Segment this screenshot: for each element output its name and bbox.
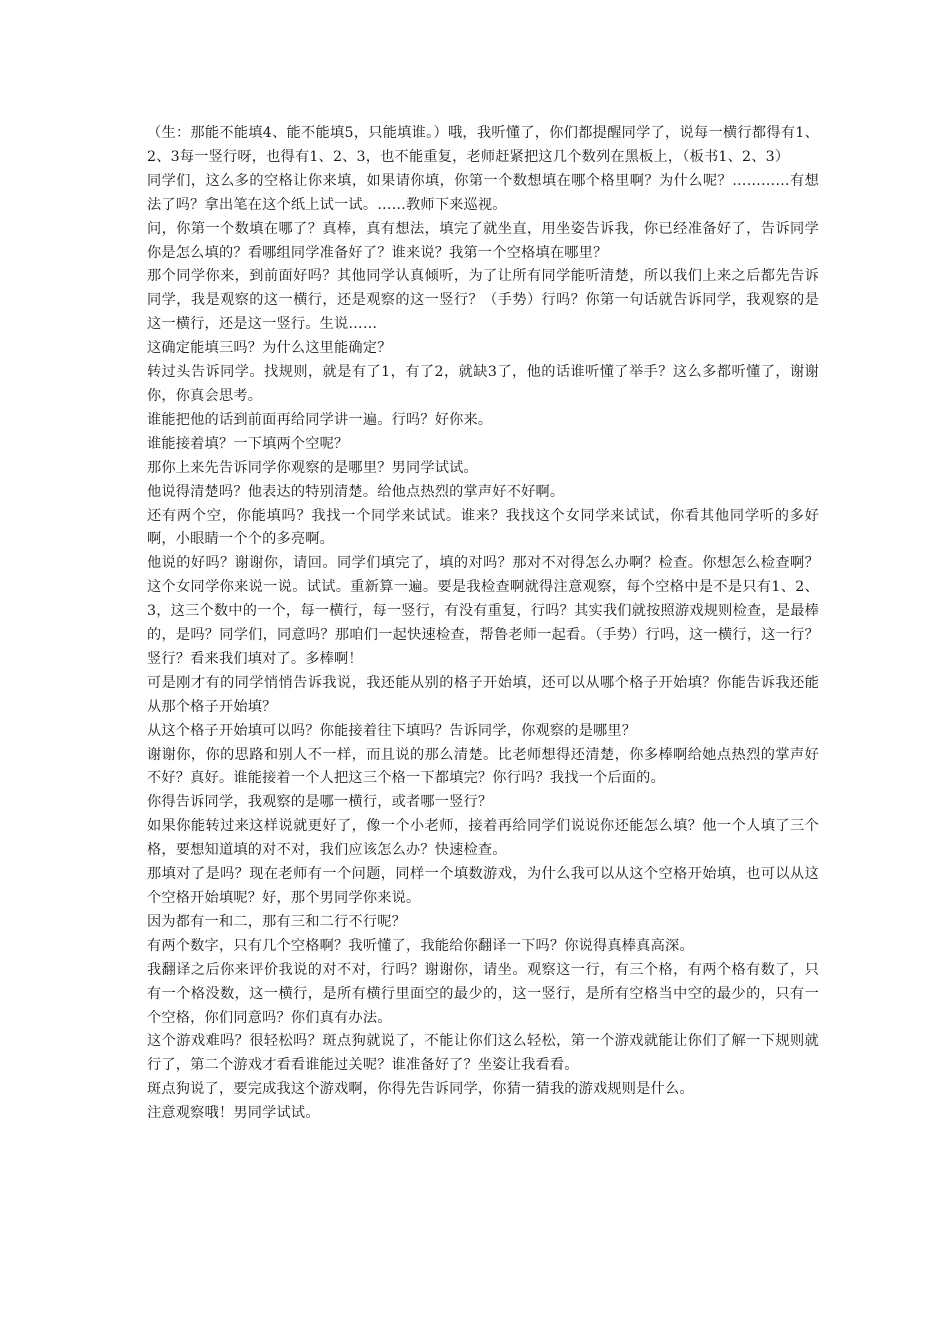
paragraph: 注意观察哦！男同学试试。 [147, 1105, 320, 1122]
paragraph: 可是刚才有的同学悄悄告诉我说，我还能从别的格子开始填，还可以从哪个格子开始填？你能告诉我还能从那个格子开始填？ [147, 674, 819, 715]
paragraph: 从这个格子开始填可以吗？你能接着往下填吗？告诉同学，你观察的是哪里？ [147, 722, 637, 739]
paragraph: 那你上来先告诉同学你观察的是哪里？男同学试试。 [147, 459, 478, 476]
paragraph: 还有两个空，你能填吗？我找一个同学来试试。谁来？我找这个女同学来试试，你看其他同学听的多好啊，小眼睛一个个的多亮啊。 [147, 507, 819, 548]
paragraph: 那个同学你来，到前面好吗？其他同学认真倾听，为了让所有同学能听清楚，所以我们上来之后都先告诉同学，我是观察的这一横行，还是观察的这一竖行？（手势）行吗？你第一句话就告诉同学，我观察的是这一横行，还是这一竖行。生说…… [147, 268, 819, 333]
paragraph: 谢谢你，你的思路和别人不一样，而且说的那么清楚。比老师想得还清楚，你多棒啊给她点热烈的掌声好不好？真好。谁能接着一个人把这三个格一下都填完？你行吗？我找一个后面的。 [147, 746, 819, 787]
paragraph: 你得告诉同学，我观察的是哪一横行，或者哪一竖行？ [147, 794, 493, 811]
paragraph: 同学们，这么多的空格让你来填，如果请你填，你第一个数想填在哪个格里啊？为什么呢？…………有想法了吗？拿出笔在这个纸上试一试。……教师下来巡视。 [147, 172, 819, 213]
paragraph: 问，你第一个数填在哪了？真棒，真有想法，填完了就坐直，用坐姿告诉我，你已经准备好了，告诉同学你是怎么填的？看哪组同学准备好了？谁来说？我第一个空格填在哪里？ [147, 220, 819, 261]
document-body [147, 122, 819, 1126]
paragraph: 因为都有一和二，那有三和二行不行呢？ [147, 913, 406, 930]
paragraph: 我翻译之后你来评价我说的对不对，行吗？谢谢你，请坐。观察这一行，有三个格，有两个格有数了，只有一个格没数，这一横行，是所有横行里面空的最少的，这一竖行，是所有空格当中空的最少的，只有一个空格，你们同意吗？你们真有办法。 [147, 961, 819, 1026]
paragraph: 有两个数字，只有几个空格啊？我听懂了，我能给你翻译一下吗？你说得真棒真高深。 [147, 937, 694, 954]
paragraph: 如果你能转过来这样说就更好了，像一个小老师，接着再给同学们说说你还能怎么填？他一个人填了三个格，要想知道填的对不对，我们应该怎么办？快速检查。 [147, 818, 819, 859]
paragraph: （生：那能不能填4、能不能填5，只能填谁。）哦，我听懂了，你们都提醒同学了，说每一横行都得有1、2、3每一竖行呀，也得有1、2、3，也不能重复，老师赶紧把这几个数列在黑板上，（板书1、2、3） [147, 125, 819, 165]
paragraph: 那填对了是吗？现在老师有一个问题，同样一个填数游戏，为什么我可以从这个空格开始填，也可以从这个空格开始填呢？好，那个男同学你来说。 [147, 866, 819, 906]
paragraph: 这个游戏难吗？很轻松吗？斑点狗就说了，不能让你们这么轻松，第一个游戏就能让你们了解一下规则就行了，第二个游戏才看看谁能过关呢？谁准备好了？坐姿让我看看。 [147, 1033, 819, 1074]
paragraph: 谁能把他的话到前面再给同学讲一遍。行吗？好你来。 [147, 411, 493, 428]
paragraph: 这确定能填三吗？为什么这里能确定？ [147, 340, 392, 357]
paragraph: 谁能接着填？一下填两个空呢？ [147, 435, 349, 452]
paragraph: 他说的好吗？谢谢你，请回。同学们填完了，填的对吗？那对不对得怎么办啊？检查。你想怎么检查啊？这个女同学你来说一说。试试。重新算一遍。要是我检查啊就得注意观察，每个空格中是不是只有1、2、3，这三个数中的一个，每一横行，每一竖行，有没有重复，行吗？其实我们就按照游戏规则检查，是最棒的，是吗？同学们，同意吗？那咱们一起快速检查，帮鲁老师一起看。（手势）行吗，这一横行，这一行？竖行？看来我们填对了。多棒啊！ [147, 555, 819, 667]
paragraph: 他说得清楚吗？他表达的特别清楚。给他点热烈的掌声好不好啊。 [147, 483, 565, 500]
paragraph: 斑点狗说了，要完成我这个游戏啊，你得先告诉同学，你猜一猜我的游戏规则是什么。 [147, 1081, 694, 1098]
paragraph: 转过头告诉同学。找规则，就是有了1，有了2，就缺3了，他的话谁听懂了举手？这么多都听懂了，谢谢你，你真会思考。 [147, 364, 819, 404]
